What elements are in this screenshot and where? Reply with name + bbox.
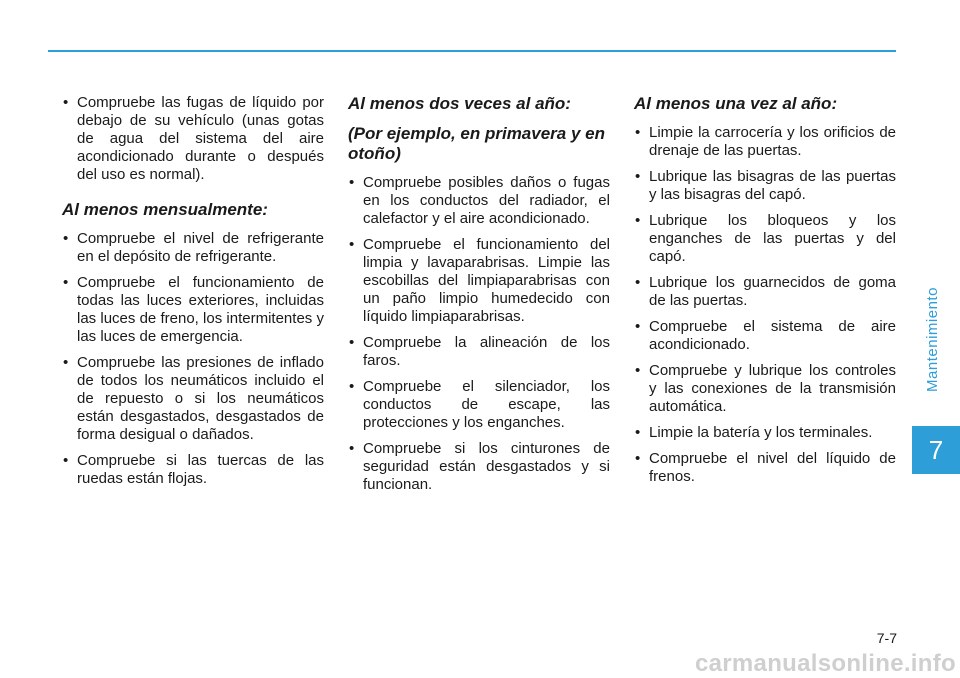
column-1	[62, 94, 324, 496]
header-rule	[48, 50, 896, 52]
section-subheading-example: (Por ejemplo, en primavera y en otoño)	[348, 124, 605, 163]
list-item: • Compruebe el sistema de aire acondicionado.	[634, 318, 896, 354]
chapter-number: 7	[928, 434, 944, 465]
list-item: • Limpie la carrocería y los orificios de drenaje de las puertas.	[634, 124, 896, 160]
list-item: • Compruebe si los cinturones de seguridad están desgastados y si funcionan.	[348, 440, 610, 494]
list-item: • Lubrique las bisagras de las puertas y las bisagras del capó.	[634, 168, 896, 204]
list-item: • Compruebe el silenciador, los conductos de escape, las protecciones y los enganches.	[348, 378, 610, 432]
list-item: • Compruebe la alineación de los faros.	[348, 334, 610, 370]
section-heading-twice-yearly: Al menos dos veces al año:	[348, 94, 571, 113]
bullet-list	[348, 174, 610, 494]
list-item: • Lubrique los guarnecidos de goma de las puertas.	[634, 274, 896, 310]
bullet-list	[62, 230, 324, 488]
page-number: 7-7	[876, 630, 897, 646]
section-heading-monthly: Al menos mensualmente:	[62, 200, 268, 219]
chapter-tab	[912, 426, 960, 474]
column-2	[348, 94, 610, 502]
list-item: • Compruebe y lubrique los controles y las conexiones de la transmisión automática.	[634, 362, 896, 416]
list-item: • Compruebe el nivel del líquido de frenos.	[634, 450, 896, 486]
list-item: • Compruebe el funcionamiento del limpia y lavaparabrisas. Limpie las escobillas del limpiaparabrisas con un paño limpio humedecido con líquido limpiaparabrisas.	[348, 236, 610, 326]
list-item: • Compruebe el funcionamiento de todas las luces exteriores, incluidas las luces de freno, los intermitentes y las luces de emergencia.	[62, 274, 324, 346]
list-item: • Compruebe si las tuercas de las ruedas están flojas.	[62, 452, 324, 488]
list-item: • Limpie la batería y los terminales.	[634, 424, 896, 442]
section-heading-yearly: Al menos una vez al año:	[634, 94, 838, 113]
list-item: • Compruebe las presiones de inflado de todos los neumáticos incluido el de repuesto o si los neumáticos están desgastados, desgastados de forma desigual o dañados.	[62, 354, 324, 444]
section-side-label	[910, 250, 954, 428]
bullet-list	[62, 94, 324, 184]
column-3	[634, 94, 896, 494]
watermark: carmanualsonline.info	[694, 650, 956, 677]
list-item: • Compruebe el nivel de refrigerante en el depósito de refrigerante.	[62, 230, 324, 266]
list-item: • Compruebe las fugas de líquido por debajo de su vehículo (unas gotas de agua del sistema del aire acondicionado durante o después del uso es normal).	[62, 94, 324, 184]
list-item: • Compruebe posibles daños o fugas en los conductos del radiador, el calefactor y el aire acondicionado.	[348, 174, 610, 228]
list-item: • Lubrique los bloqueos y los enganches de las puertas y del capó.	[634, 212, 896, 266]
bullet-list	[634, 124, 896, 486]
section-label-text: Mantenimiento	[923, 286, 941, 392]
